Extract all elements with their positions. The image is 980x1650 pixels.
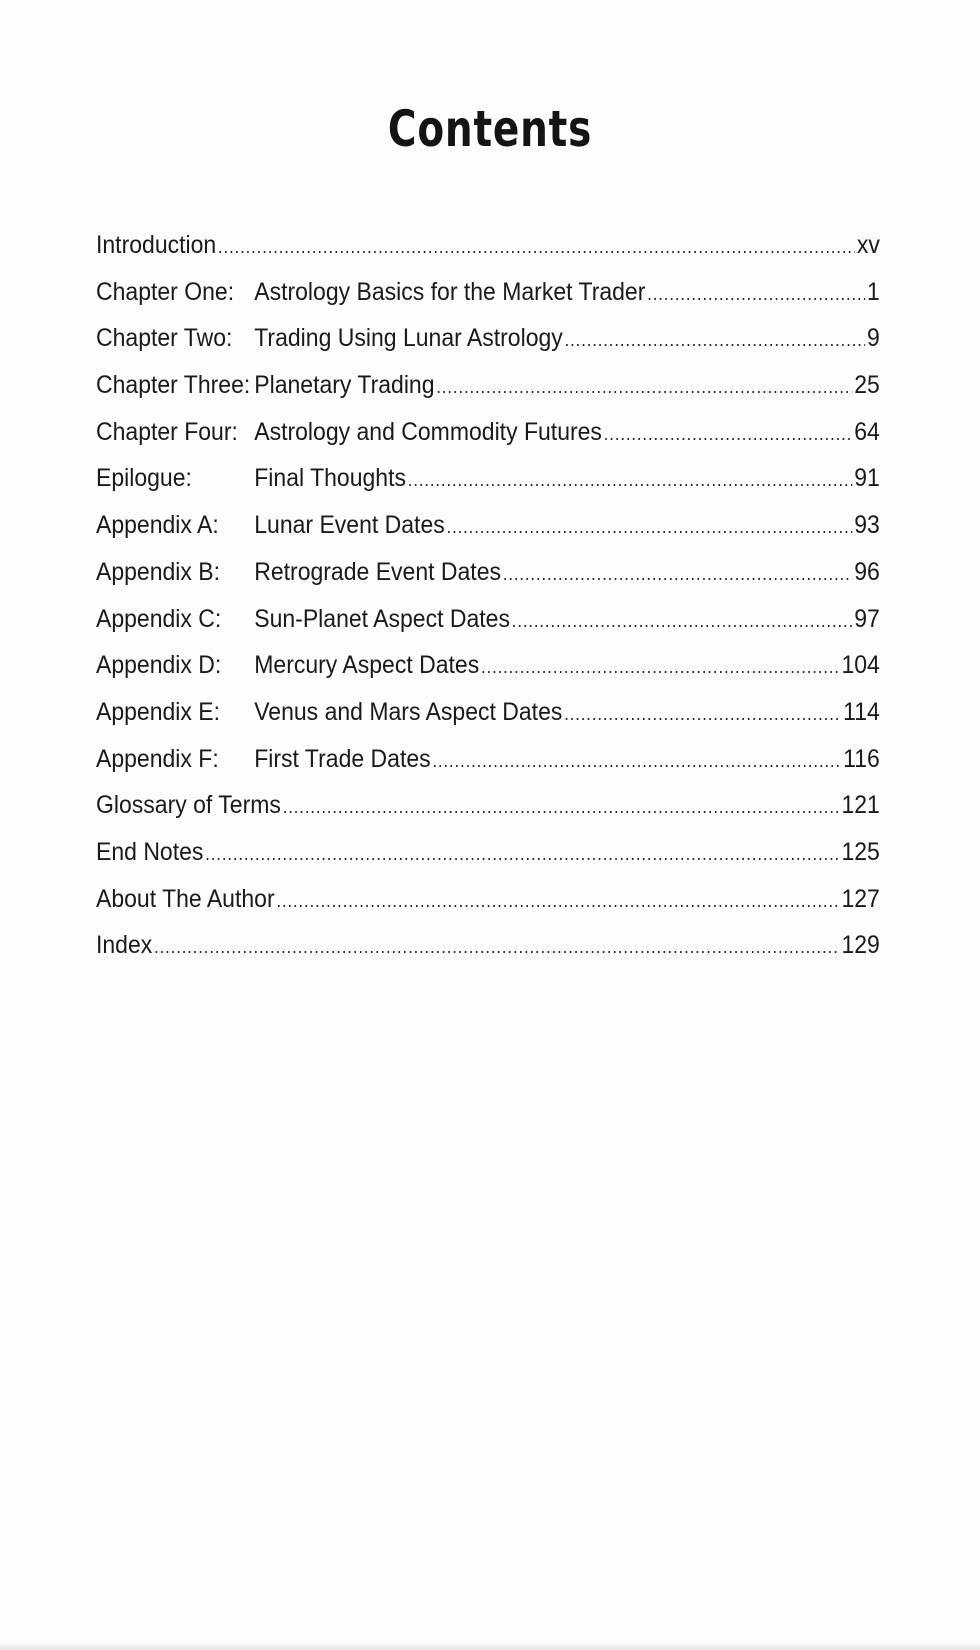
toc-page-number: 104 — [841, 651, 880, 680]
toc-entry-appendix-f — [96, 736, 880, 783]
toc-title: Mercury Aspect Dates — [254, 651, 480, 680]
dot-leader — [604, 411, 853, 457]
dot-leader — [565, 317, 866, 363]
dot-leader — [481, 644, 840, 690]
toc-page-number: 91 — [854, 464, 880, 493]
toc-entry-chapter-three — [96, 362, 880, 409]
toc-page-number: xv — [856, 231, 880, 259]
toc-label: Appendix C: — [96, 604, 222, 633]
toc-title: Lunar Event Dates — [254, 511, 445, 540]
toc-entry-appendix-e — [96, 689, 880, 736]
toc-label: Chapter Four: — [96, 417, 238, 446]
toc-entry-appendix-a — [96, 502, 880, 549]
toc-page-number: 129 — [841, 931, 880, 960]
toc-label: Appendix F: — [96, 744, 219, 773]
toc-page-number: 93 — [854, 511, 880, 540]
dot-leader — [283, 784, 840, 830]
dot-leader — [432, 738, 841, 784]
toc-entry-end-notes — [96, 829, 880, 876]
toc-page-number: 127 — [841, 884, 880, 913]
toc-page-number: 125 — [841, 837, 880, 866]
toc-label: Chapter One: — [96, 277, 235, 306]
toc-label: Appendix B: — [96, 557, 221, 586]
toc-title: Trading Using Lunar Astrology — [254, 324, 563, 353]
toc-page-number: 1 — [867, 277, 880, 306]
page-edge-shadow — [0, 1642, 980, 1650]
toc-entry-index — [96, 922, 880, 969]
dot-leader — [447, 504, 853, 550]
toc-entry-chapter-four — [96, 409, 880, 456]
dot-leader — [276, 878, 839, 924]
toc-label: Chapter Three: — [96, 371, 251, 400]
toc-title: Retrograde Event Dates — [254, 557, 501, 586]
toc-entry-chapter-two — [96, 315, 880, 362]
toc-label: Introduction — [96, 231, 217, 259]
toc-entry-about-author — [96, 876, 880, 923]
toc-entry-chapter-one — [96, 269, 880, 316]
dot-leader — [205, 831, 839, 877]
page-title: Contents — [387, 100, 593, 158]
toc-title: Venus and Mars Aspect Dates — [254, 697, 563, 726]
toc-label: Appendix A: — [96, 511, 219, 540]
toc-entry-introduction — [96, 222, 880, 269]
dot-leader — [512, 598, 853, 644]
toc-entry-appendix-d — [96, 642, 880, 689]
toc-title: Final Thoughts — [254, 464, 406, 493]
toc-label: Epilogue: — [96, 464, 192, 493]
toc-page-number: 25 — [854, 371, 880, 400]
toc-page-number: 116 — [843, 744, 880, 773]
table-of-contents — [96, 222, 880, 969]
toc-entry-appendix-b — [96, 549, 880, 596]
toc-label: Chapter Two: — [96, 324, 233, 353]
toc-entry-epilogue — [96, 455, 880, 502]
toc-label: Appendix E: — [96, 697, 221, 726]
toc-page-number: 97 — [854, 604, 880, 633]
toc-label: Index — [96, 931, 153, 960]
toc-title: Astrology and Commodity Futures — [254, 417, 602, 446]
toc-title: Astrology Basics for the Market Trader — [254, 277, 646, 306]
toc-entry-glossary — [96, 782, 880, 829]
dot-leader — [503, 551, 853, 597]
dot-leader — [647, 271, 865, 317]
dot-leader — [408, 457, 853, 503]
dot-leader — [154, 924, 840, 970]
toc-page-number: 9 — [867, 324, 880, 353]
dot-leader — [218, 224, 855, 270]
toc-title: Planetary Trading — [254, 371, 435, 400]
toc-page-number: 114 — [843, 697, 880, 726]
toc-page-number: 96 — [854, 557, 880, 586]
toc-title: Sun-Planet Aspect Dates — [254, 604, 510, 633]
dot-leader — [564, 691, 841, 737]
dot-leader — [436, 364, 852, 410]
toc-page-number: 64 — [854, 417, 880, 446]
toc-entry-appendix-c — [96, 596, 880, 643]
toc-label: End Notes — [96, 837, 204, 866]
toc-label: Glossary of Terms — [96, 791, 281, 820]
toc-page-number: 121 — [841, 791, 880, 820]
toc-label: Appendix D: — [96, 651, 222, 680]
toc-title: First Trade Dates — [254, 744, 431, 773]
toc-label: About The Author — [96, 884, 275, 913]
